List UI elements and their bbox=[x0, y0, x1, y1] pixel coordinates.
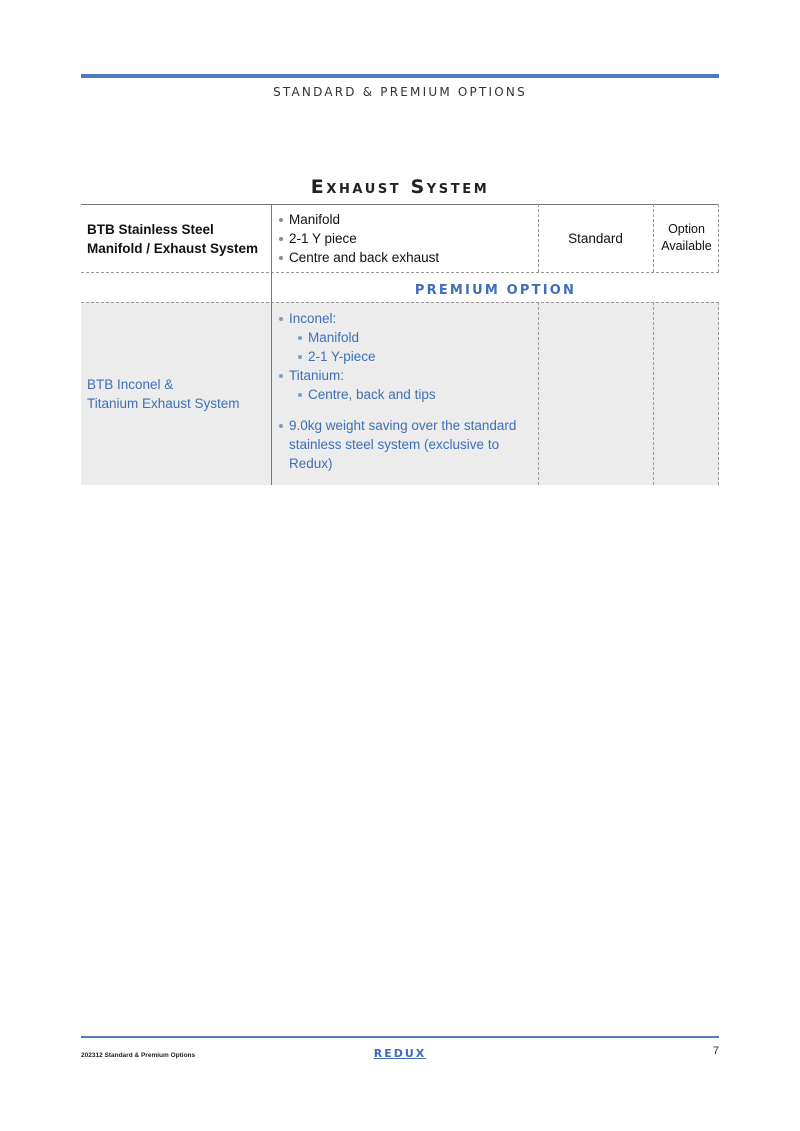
header-rule bbox=[81, 74, 719, 78]
list-item: 9.0kg weight saving over the standard stainless steel system (exclusive to Redux) bbox=[278, 416, 533, 473]
list-item: Inconel: bbox=[278, 309, 533, 328]
list-item: Centre, back and tips bbox=[278, 385, 533, 404]
premium-feature-name bbox=[87, 375, 267, 413]
premium-name-line: BTB Inconel & bbox=[87, 377, 174, 392]
premium-option-heading: PREMIUM OPTION bbox=[414, 283, 577, 298]
option-available-status: Option Available bbox=[661, 222, 712, 253]
list-item: Centre and back exhaust bbox=[278, 248, 538, 267]
column-divider bbox=[653, 302, 654, 485]
list-item: Manifold bbox=[278, 210, 538, 229]
column-divider bbox=[718, 302, 719, 485]
premium-name-line: Titanium Exhaust System bbox=[87, 396, 240, 411]
footer-brand-logo: REDUX bbox=[373, 1047, 427, 1060]
list-item: 2-1 Y-piece bbox=[278, 347, 533, 366]
footer-document-id: 202312 Standard & Premium Options bbox=[81, 1052, 196, 1059]
premium-feature-list bbox=[278, 309, 533, 473]
list-item: 2-1 Y piece bbox=[278, 229, 538, 248]
page-number: 7 bbox=[712, 1045, 719, 1057]
list-item: Titanium: bbox=[278, 366, 533, 385]
list-item: Manifold bbox=[278, 328, 533, 347]
page-header-title: STANDARD & PREMIUM OPTIONS bbox=[273, 85, 527, 99]
row-divider bbox=[81, 302, 719, 303]
footer-rule bbox=[81, 1036, 719, 1038]
row-divider bbox=[81, 272, 719, 273]
table-top-border bbox=[81, 204, 719, 205]
standard-feature-list bbox=[278, 210, 538, 267]
column-divider bbox=[271, 204, 272, 485]
column-divider bbox=[538, 302, 539, 485]
standard-status: Standard bbox=[568, 231, 623, 246]
section-title: Exhaust System bbox=[310, 176, 490, 198]
standard-feature-name: BTB Stainless Steel Manifold / Exhaust System bbox=[87, 222, 259, 256]
options-table bbox=[81, 204, 719, 485]
